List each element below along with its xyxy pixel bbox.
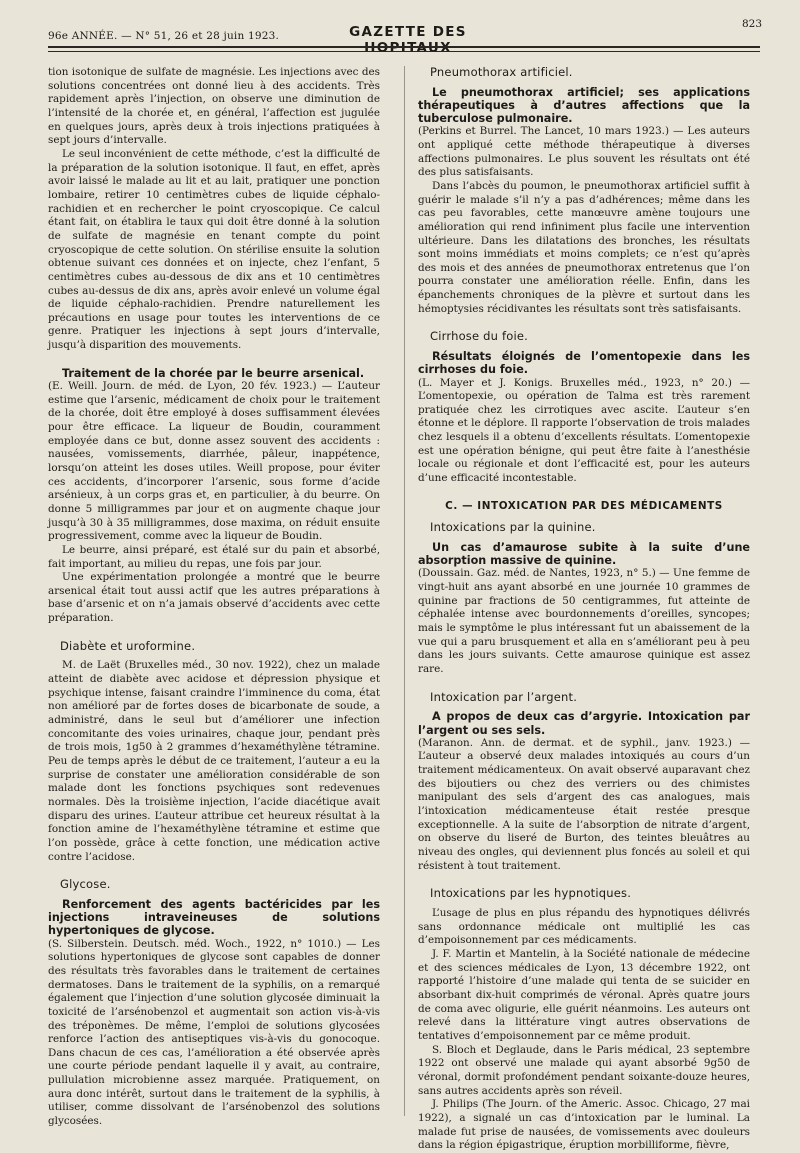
article-chorée-body: (E. Weill. Journ. de méd. de Lyon, 20 fév. 1923.) — L’auteur estime que l’arsenic, médicament de choix pour le traitement de la chorée, doit être employé à doses suffisamment élevées pour être efficace. La liqueur de Boudin, couramment employée dans ce but, donne assez souvent des accidents : nausées, vomissements, diarrhée, pâleur, inappétence, lorsqu’on atteint les doses utiles. Weill propose, pour éviter ces accidents, d’incorporer l’arsenic, sous forme d’acide arsénieux, à un corps gras et, en particulier, à du beurre. On donne 5 milligrammes par jour et on augmente chaque jour jusqu’à 30 à 35 milligrammes, dose maxima, on réduit ensuite progressivement, comme avec la liqueur de Boudin. <box>48 379 380 543</box>
header-rule-bottom <box>48 51 760 52</box>
hypnotiques-paragraph-2: J. F. Martin et Mantelin, à la Société nationale de médecine et des sciences médicales de Lyon, 13 décembre 1922, ont rapporté l’histoire d’une malade qui tenta de se suicider en absorbant dix-huit comprimés de véronal. Après quatre jours de coma avec oligurie, elle guérit néanmoins. Les auteurs ont relevé dans la littérature vingt autres observations de tentatives d’empoisonnement par ce même produit. <box>418 947 750 1042</box>
section-cirrhose-title: Cirrhose du foie. <box>430 329 528 344</box>
page-number: 823 <box>741 18 762 30</box>
glycose-heading: Renforcement des agents bactéricides par les injections intraveineuses de solutions hypertoniques de glycose. <box>48 897 380 938</box>
issue-info: 96e ANNÉE. — N° 51, 26 et 28 juin 1923. <box>48 30 280 42</box>
article-chorée-heading: Traitement de la chorée par le beurre arsenical. <box>62 366 365 380</box>
section-pneumothorax-title: Pneumothorax artificiel. <box>430 65 573 79</box>
right-column <box>418 66 750 1153</box>
cirrhose-heading: Résultats éloignés de l’omentopexie dans les cirrhoses du foie. <box>418 350 750 377</box>
pneumothorax-paragraph-1: (Perkins et Burrel. The Lancet, 10 mars 1923.) — Les auteurs ont appliqué cette méthode thérapeutique à diverses affections pulmonaires. Le plus souvent les résultats ont été des plus satisfaisants. <box>418 125 750 179</box>
hypnotiques-paragraph-1: L’usage de plus en plus répandu des hypnotiques délivrés sans ordonnance médicale ont multiplié les cas d’empoisonnement par ces médicaments. <box>418 907 750 947</box>
column-divider <box>404 66 405 1116</box>
intro-paragraph-2: Le seul inconvénient de cette méthode, c’est la difficulté de la préparation de la solution isotonique. Il faut, en effet, après avoir laissé le malade au lit et au lait, pratiquer une ponction lombaire, retirer 10 centimètres cubes de liquide céphalo-rachidien et en rechercher le point cryoscopique. Ce calcul étant fait, on établira le taux qui doit être donné à la solution de sulfate de magnésie en tenant compte du point cryoscopique de cette solution. On stérilise ensuite la solution obtenue suivant ces données et on injecte, chez l’enfant, 5 centimètres cubes au-dessous de dix ans et 10 centimètres cubes au-dessus de dix ans, après avoir enlevé un volume égal de liquide céphalo-rachidien. Prendre naturellement les précautions en usage pour toutes les interventions de ce genre. Pratiquer les injections à sept jours d’intervalle, jusqu’à disparition des mouvements. <box>48 147 380 352</box>
section-hypnotiques-title: Intoxications par les hypnotiques. <box>430 886 632 901</box>
subsection-intoxication-title: C. — INTOXICATION PAR DES MÉDICAMENTS <box>445 499 723 512</box>
journal-title: GAZETTE DES HOPITAUX <box>349 24 467 56</box>
cirrhose-paragraph: (L. Mayer et J. Konigs. Bruxelles méd., 1923, n° 20.) — L’omentopexie, ou opération de Talma est très rarement pratiquée chez les cirrotiques avec ascite. L’auteur s’en étonne et le déplore. Il rapporte l’observation de trois malades chez lesquels il a obtenu d’excellents résultats. L’omentopexie est une opération bénigne, qui peut être faite à l’anesthésie locale ou régionale et dont l’efficacité est, pour les auteurs d’une efficacité incontestable. <box>418 376 750 485</box>
hypnotiques-paragraph-4: J. Philips (The Journ. of the Americ. Assoc. Chicago, 27 mai 1922), a signalé un cas d’intoxication par le luminal. La malade fut prise de nausées, de vomissements avec douleurs dans la région épigastrique, éruption morbilliforme, fièvre, <box>418 1098 750 1152</box>
pneumothorax-heading: Le pneumothorax artificiel; ses applications thérapeutiques à d’autres affections que la tuberculose pulmonaire. <box>418 85 750 126</box>
quinine-heading: Un cas d’amaurose subite à la suite d’une absorption massive de quinine. <box>418 541 750 568</box>
header-rule-top <box>48 46 760 48</box>
intro-paragraph-1: tion isotonique de sulfate de magnésie. Les injections avec des solutions concentrées ont donné lieu à des accidents. Très rapidement après l’injection, on observe une diminution de l’intensité de la chorée et, en général, l’affection est jugulée en quelques jours, après deux à trois injections pratiquées à sept jours d’intervalle. <box>48 66 380 147</box>
argent-heading: A propos de deux cas d’argyrie. Intoxication par l’argent ou ses sels. <box>418 710 750 737</box>
article-chorée-paragraph-3: Une expérimentation prolongée a montré que le beurre arsenical était tout aussi actif que les autres préparations à base d’arsenic et on n’a jamais observé d’accidents avec cette préparation. <box>48 571 380 625</box>
section-quinine-title: Intoxications par la quinine. <box>430 520 596 535</box>
article-chorée-paragraph-2: Le beurre, ainsi préparé, est étalé sur du pain et absorbé, fait important, au milieu du repas, une fois par jour. <box>48 543 380 570</box>
left-column <box>48 66 380 1129</box>
section-glycose-title: Glycose. <box>60 877 111 892</box>
diabete-paragraph: M. de Laët (Bruxelles méd., 30 nov. 1922), chez un malade atteint de diabète avec acidose et dépression physique et psychique intense, faisant craindre l’imminence du coma, état non amélioré par de fortes doses de bicarbonate de soude, a administré, dans le seul but d’améliorer une infection concomitante des voies urinaires, chaque jour, pendant près de trois mois, 1g50 à 2 grammes d’hexaméthylène tétramine. Peu de temps après le début de ce traitement, l’auteur a eu la surprise de constater une amélioration considérable de son malade dont les fonctions psychiques sont redevenues normales. Dès la troisième injection, l’acide diacétique avait disparu des urines. L’auteur attribue cet heureux résultat à la fonction amine de l’hexaméthylène tétramine et estime que l’on possède, grâce à cette fonction, une médication active contre l’acidose. <box>48 659 380 863</box>
argent-paragraph: (Maranon. Ann. de dermat. et de syphil., janv. 1923.) — L’auteur a observé deux malades intoxiqués au cours d’un traitement médicamenteux. On avait observé auparavant chez des bijoutiers ou chez des verriers ou des chimistes manipulant des sels d’argent des cas analogues, mais l’intoxication médicamenteuse était restée presque exceptionnelle. A la suite de l’absorption de nitrate d’argent, on observe du liseré de Burton, des teintes bleuâtres au niveau des ongles, qui deviennent plus foncés au soleil et qui résistent à tout traitement. <box>418 736 750 872</box>
section-diabete-title: Diabète et uroformine. <box>60 638 196 653</box>
hypnotiques-paragraph-3: S. Bloch et Deglaude, dans le Paris médical, 23 septembre 1922 ont observé une malade qui ayant absorbé 9g50 de véronal, dormit profondément pendant soixante-douze heures, sans autres accidents après son réveil. <box>418 1043 750 1097</box>
pneumothorax-paragraph-2: Dans l’abcès du poumon, le pneumothorax artificiel suffit à guérir le malade s’il n’y a pas d’adhérences; même dans les cas peu favorables, cette manœuvre amène toujours une amélioration qui rend infiniment plus facile une intervention ultérieure. Dans les dilatations des bronches, les résultats sont moins immédiats et moins complets; ce n’est qu’après des mois et des années de pneumothorax entretenus que l’on pourra constater une amélioration réelle. Enfin, dans les épanchements chroniques de la plèvre et surtout dans les hémoptysies récidivantes les résultats sont très satisfaisants. <box>418 179 750 315</box>
quinine-paragraph: (Doussain. Gaz. méd. de Nantes, 1923, n° 5.) — Une femme de vingt-huit ans ayant absorbé en une journée 10 grammes de quinine par fractions de 50 centigrammes, fut atteinte de céphalée intense avec bourdonnements d’oreilles, syncopes; mais le symptôme le plus intéressant fut un abaissement de la vue qui a paru brusquement et alla en s’améliorant peu à peu dans les jours suivants. Cette amaurose quinique est assez rare. <box>418 567 750 676</box>
glycose-paragraph: (S. Silberstein. Deutsch. méd. Woch., 1922, n° 1010.) — Les solutions hypertoniques de glycose sont capables de donner des résultats très favorables dans le traitement de certaines dermatoses. Dans le traitement de la syphilis, on a remarqué également que l’injection d’une solution glycosée diminuait la toxicité de l’arsénobenzol et augmentait son action vis-à-vis des tréponèmes. De même, l’emploi de solutions glycosées renforce l’action des antiseptiques vis-à-vis du gonocoque. Dans chacun de ces cas, l’amélioration a été observée après une courte période pendant laquelle il y avait, au contraire, pullulation microbienne assez marquée. Pratiquement, on aura donc intérêt, surtout dans le traitement de la syphilis, à utiliser, comme dissolvant de l’arsénobenzol des solutions glycosées. <box>48 937 380 1128</box>
section-argent-title: Intoxication par l’argent. <box>430 689 578 704</box>
